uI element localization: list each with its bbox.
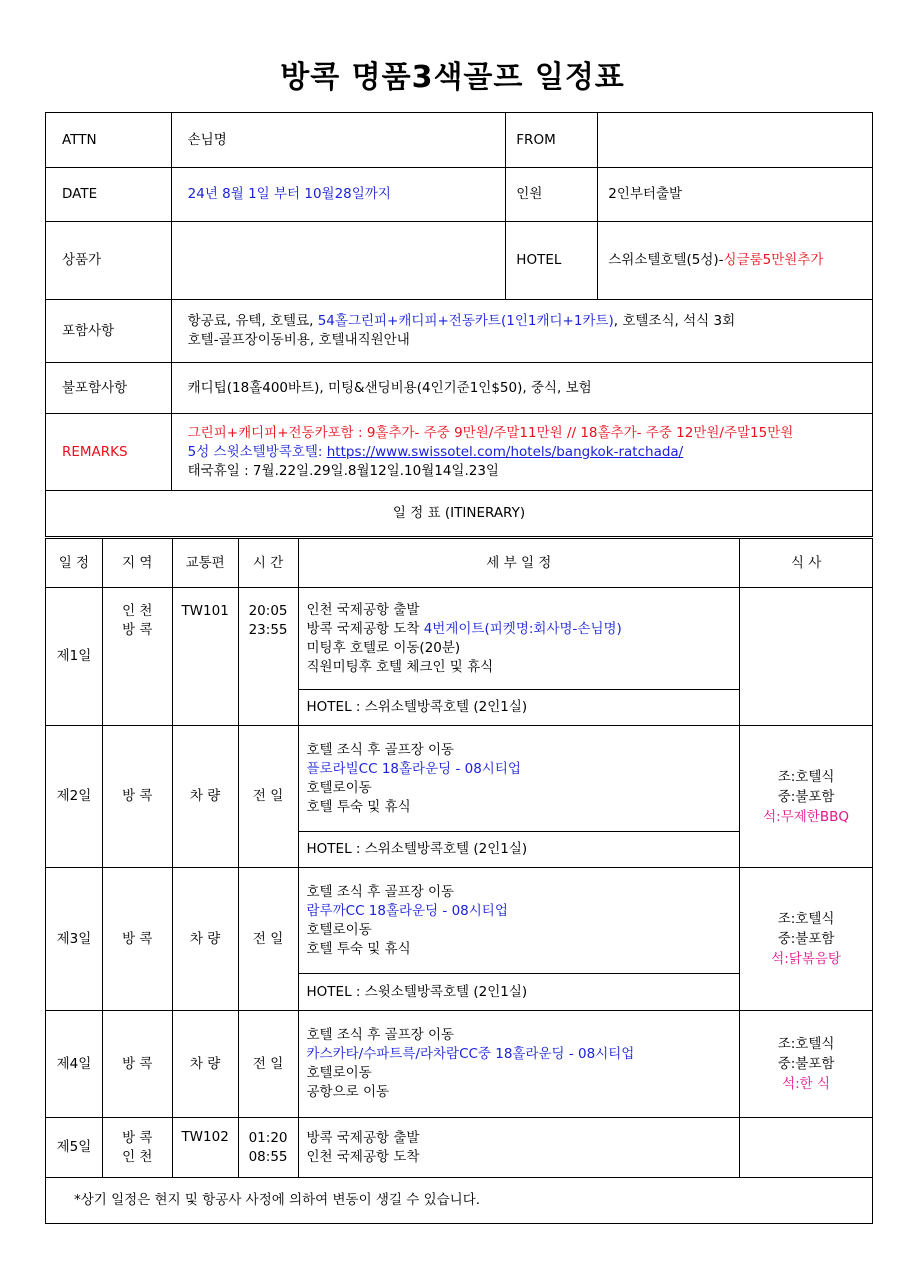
itinerary-table [45, 538, 873, 1224]
remarks-line-3: 태국휴일 : 7월.22일.29일.8월12일.10월14일.23일 [187, 462, 499, 479]
day5-time-arrive: 08:55 [248, 1148, 288, 1165]
remarks-line-1: 그린피+캐디피+전동카포함 : 9홀추가- 주중 9만원/주말11만원 // 18홀추가- 주중 12만원/주말15만원 [187, 424, 794, 441]
day3-hotel: HOTEL : 스윗소텔방콕호텔 (2인1실) [298, 974, 740, 1011]
itinerary-header-row [46, 539, 873, 588]
day5-row [46, 1118, 873, 1178]
day2-label: 제2일 [46, 726, 103, 868]
date-row [46, 168, 873, 222]
day5-meal [740, 1118, 873, 1178]
day2-time: 전 일 [238, 726, 298, 868]
day4-lunch: 중:불포함 [777, 1056, 835, 1072]
day4-item-1: 호텔 조식 후 골프장 이동 [306, 1027, 455, 1043]
day3-dinner: 석:닭볶음탕 [771, 951, 841, 967]
day4-transport: 차 량 [172, 1011, 238, 1118]
day1-meal [740, 588, 873, 726]
price-value [171, 222, 506, 300]
attn-label: ATTN [46, 113, 172, 168]
day5-item-1: 방콕 국제공항 출발 [306, 1129, 420, 1146]
people-label: 인원 [506, 168, 598, 222]
day3-lunch: 중:불포함 [777, 931, 835, 947]
day1-transport: TW101 [172, 588, 238, 726]
day4-item-4: 공항으로 이동 [306, 1084, 390, 1100]
itinerary-title: 일 정 표 (ITINERARY) [46, 491, 873, 537]
day1-item-1: 인천 국제공항 출발 [306, 601, 420, 618]
hotel-value [598, 222, 873, 300]
page-title: 방콕 명품3색골프 일정표 [280, 60, 625, 95]
include-text-1: 항공료, 유텍, 호텔료, [187, 313, 318, 329]
day1-hotel: HOTEL : 스위소텔방콕호텔 (2인1실) [298, 690, 740, 726]
day2-meal [740, 726, 873, 868]
day1-item-2-gate: 4번게이트(피켓명:회사명-손님명) [423, 620, 622, 637]
day4-time: 전 일 [238, 1011, 298, 1118]
day1-time-depart: 20:05 [248, 603, 288, 619]
exclude-row [46, 363, 873, 414]
day2-row [46, 726, 873, 832]
include-value [171, 300, 872, 363]
exclude-value: 캐디팁(18홀400바트), 미팅&샌딩비용(4인기준1인$50), 중식, 보험 [171, 363, 872, 414]
day3-label: 제3일 [46, 868, 103, 1011]
day5-item-2: 인천 국제공항 도착 [306, 1148, 420, 1165]
remarks-label: REMARKS [46, 414, 172, 491]
from-label: FROM [506, 113, 598, 168]
day5-transport: TW102 [172, 1118, 238, 1178]
day2-breakfast: 조:호텔식 [777, 768, 835, 785]
price-row [46, 222, 873, 300]
hotel-link[interactable]: https://www.swissotel.com/hotels/bangkok-ratchada/ [326, 443, 684, 460]
hotel-label: HOTEL [506, 222, 598, 300]
exclude-label: 불포함사항 [46, 363, 172, 414]
day4-dinner: 석:한 식 [782, 1076, 831, 1092]
day2-schedule [298, 726, 740, 832]
date-value: 24년 8월 1일 부터 10월28일까지 [171, 168, 506, 222]
day3-schedule [298, 868, 740, 974]
day1-region-to: 방 콕 [122, 622, 153, 638]
day5-label: 제5일 [46, 1118, 103, 1178]
info-table [45, 112, 873, 537]
day5-time-depart: 01:20 [248, 1129, 288, 1146]
day3-row [46, 868, 873, 974]
hotel-value-extra: 싱글룸5만원추가 [723, 252, 824, 268]
include-text-3: 호텔-골프장이동비용, 호텔내직원안내 [187, 332, 410, 348]
day1-row [46, 588, 873, 690]
day2-dinner: 석:무제한BBQ [763, 808, 849, 825]
day1-region [102, 588, 172, 726]
attn-value: 손님명 [171, 113, 506, 168]
header-time: 시 간 [238, 539, 298, 588]
day1-item-4: 직원미팅후 호텔 체크인 및 휴식 [306, 658, 494, 675]
day5-region-to: 인 천 [122, 1148, 153, 1165]
day1-time-arrive: 23:55 [248, 622, 288, 638]
remarks-row [46, 414, 873, 491]
day5-time [238, 1118, 298, 1178]
price-label: 상품가 [46, 222, 172, 300]
day3-time: 전 일 [238, 868, 298, 1011]
footer-note: *상기 일정은 현지 및 항공사 사정에 의하여 변동이 생길 수 있습니다. [46, 1178, 873, 1224]
date-label: DATE [46, 168, 172, 222]
include-text-highlight: 54홀그린피+캐디피+전동카트(1인1캐디+1카트) [317, 313, 614, 329]
day4-label: 제4일 [46, 1011, 103, 1118]
header-detail: 세 부 일 정 [298, 539, 740, 588]
day4-meal [740, 1011, 873, 1118]
itinerary-title-row [46, 491, 873, 537]
day1-item-2: 방콕 국제공항 도착 [306, 620, 424, 637]
day2-item-3: 호텔로이동 [306, 779, 372, 796]
include-label: 포함사항 [46, 300, 172, 363]
day2-item-2: 플로라빌CC 18홀라운딩 - 08시티업 [306, 760, 521, 777]
include-text-2: , 호텔조식, 석식 3회 [613, 313, 736, 329]
day4-region: 방 콕 [102, 1011, 172, 1118]
day1-schedule [298, 588, 740, 690]
remarks-value [171, 414, 872, 491]
footer-row [46, 1178, 873, 1224]
day3-item-1: 호텔 조식 후 골프장 이동 [306, 883, 455, 900]
day4-item-3: 호텔로이동 [306, 1065, 372, 1081]
from-value [598, 113, 873, 168]
day3-region: 방 콕 [102, 868, 172, 1011]
day1-item-3: 미팅후 호텔로 이동(20분) [306, 639, 461, 656]
day5-region-from: 방 콕 [122, 1129, 153, 1146]
day3-item-4: 호텔 투숙 및 휴식 [306, 940, 411, 957]
day2-hotel: HOTEL : 스위소텔방콕호텔 (2인1실) [298, 832, 740, 868]
day1-region-from: 인 천 [122, 603, 153, 619]
day4-item-2: 카스카타/수파트륵/라차람CC중 18홀라운딩 - 08시티업 [306, 1046, 635, 1062]
day3-item-2: 람루까CC 18홀라운딩 - 08시티업 [306, 902, 508, 919]
day4-schedule [298, 1011, 740, 1118]
day2-item-4: 호텔 투숙 및 휴식 [306, 798, 411, 815]
day3-breakfast: 조:호텔식 [777, 911, 835, 927]
day5-region [102, 1118, 172, 1178]
day1-label: 제1일 [46, 588, 103, 726]
hotel-value-main: 스위소텔호텔(5성)- [608, 252, 724, 268]
day3-meal [740, 868, 873, 1011]
day2-region: 방 콕 [102, 726, 172, 868]
people-value: 2인부터출발 [598, 168, 873, 222]
day4-breakfast: 조:호텔식 [777, 1036, 835, 1052]
day3-transport: 차 량 [172, 868, 238, 1011]
remarks-line-2: 5성 스윗소텔방콕호텔: [187, 443, 327, 460]
day2-lunch: 중:불포함 [777, 788, 835, 805]
day2-transport: 차 량 [172, 726, 238, 868]
day2-item-1: 호텔 조식 후 골프장 이동 [306, 741, 455, 758]
attn-row [46, 113, 873, 168]
day4-row [46, 1011, 873, 1118]
include-row [46, 300, 873, 363]
day3-item-3: 호텔로이동 [306, 921, 372, 938]
header-transport: 교통편 [172, 539, 238, 588]
day1-time [238, 588, 298, 726]
header-day: 일 정 [46, 539, 103, 588]
day5-schedule [298, 1118, 740, 1178]
header-region: 지 역 [102, 539, 172, 588]
header-meal: 식 사 [740, 539, 873, 588]
